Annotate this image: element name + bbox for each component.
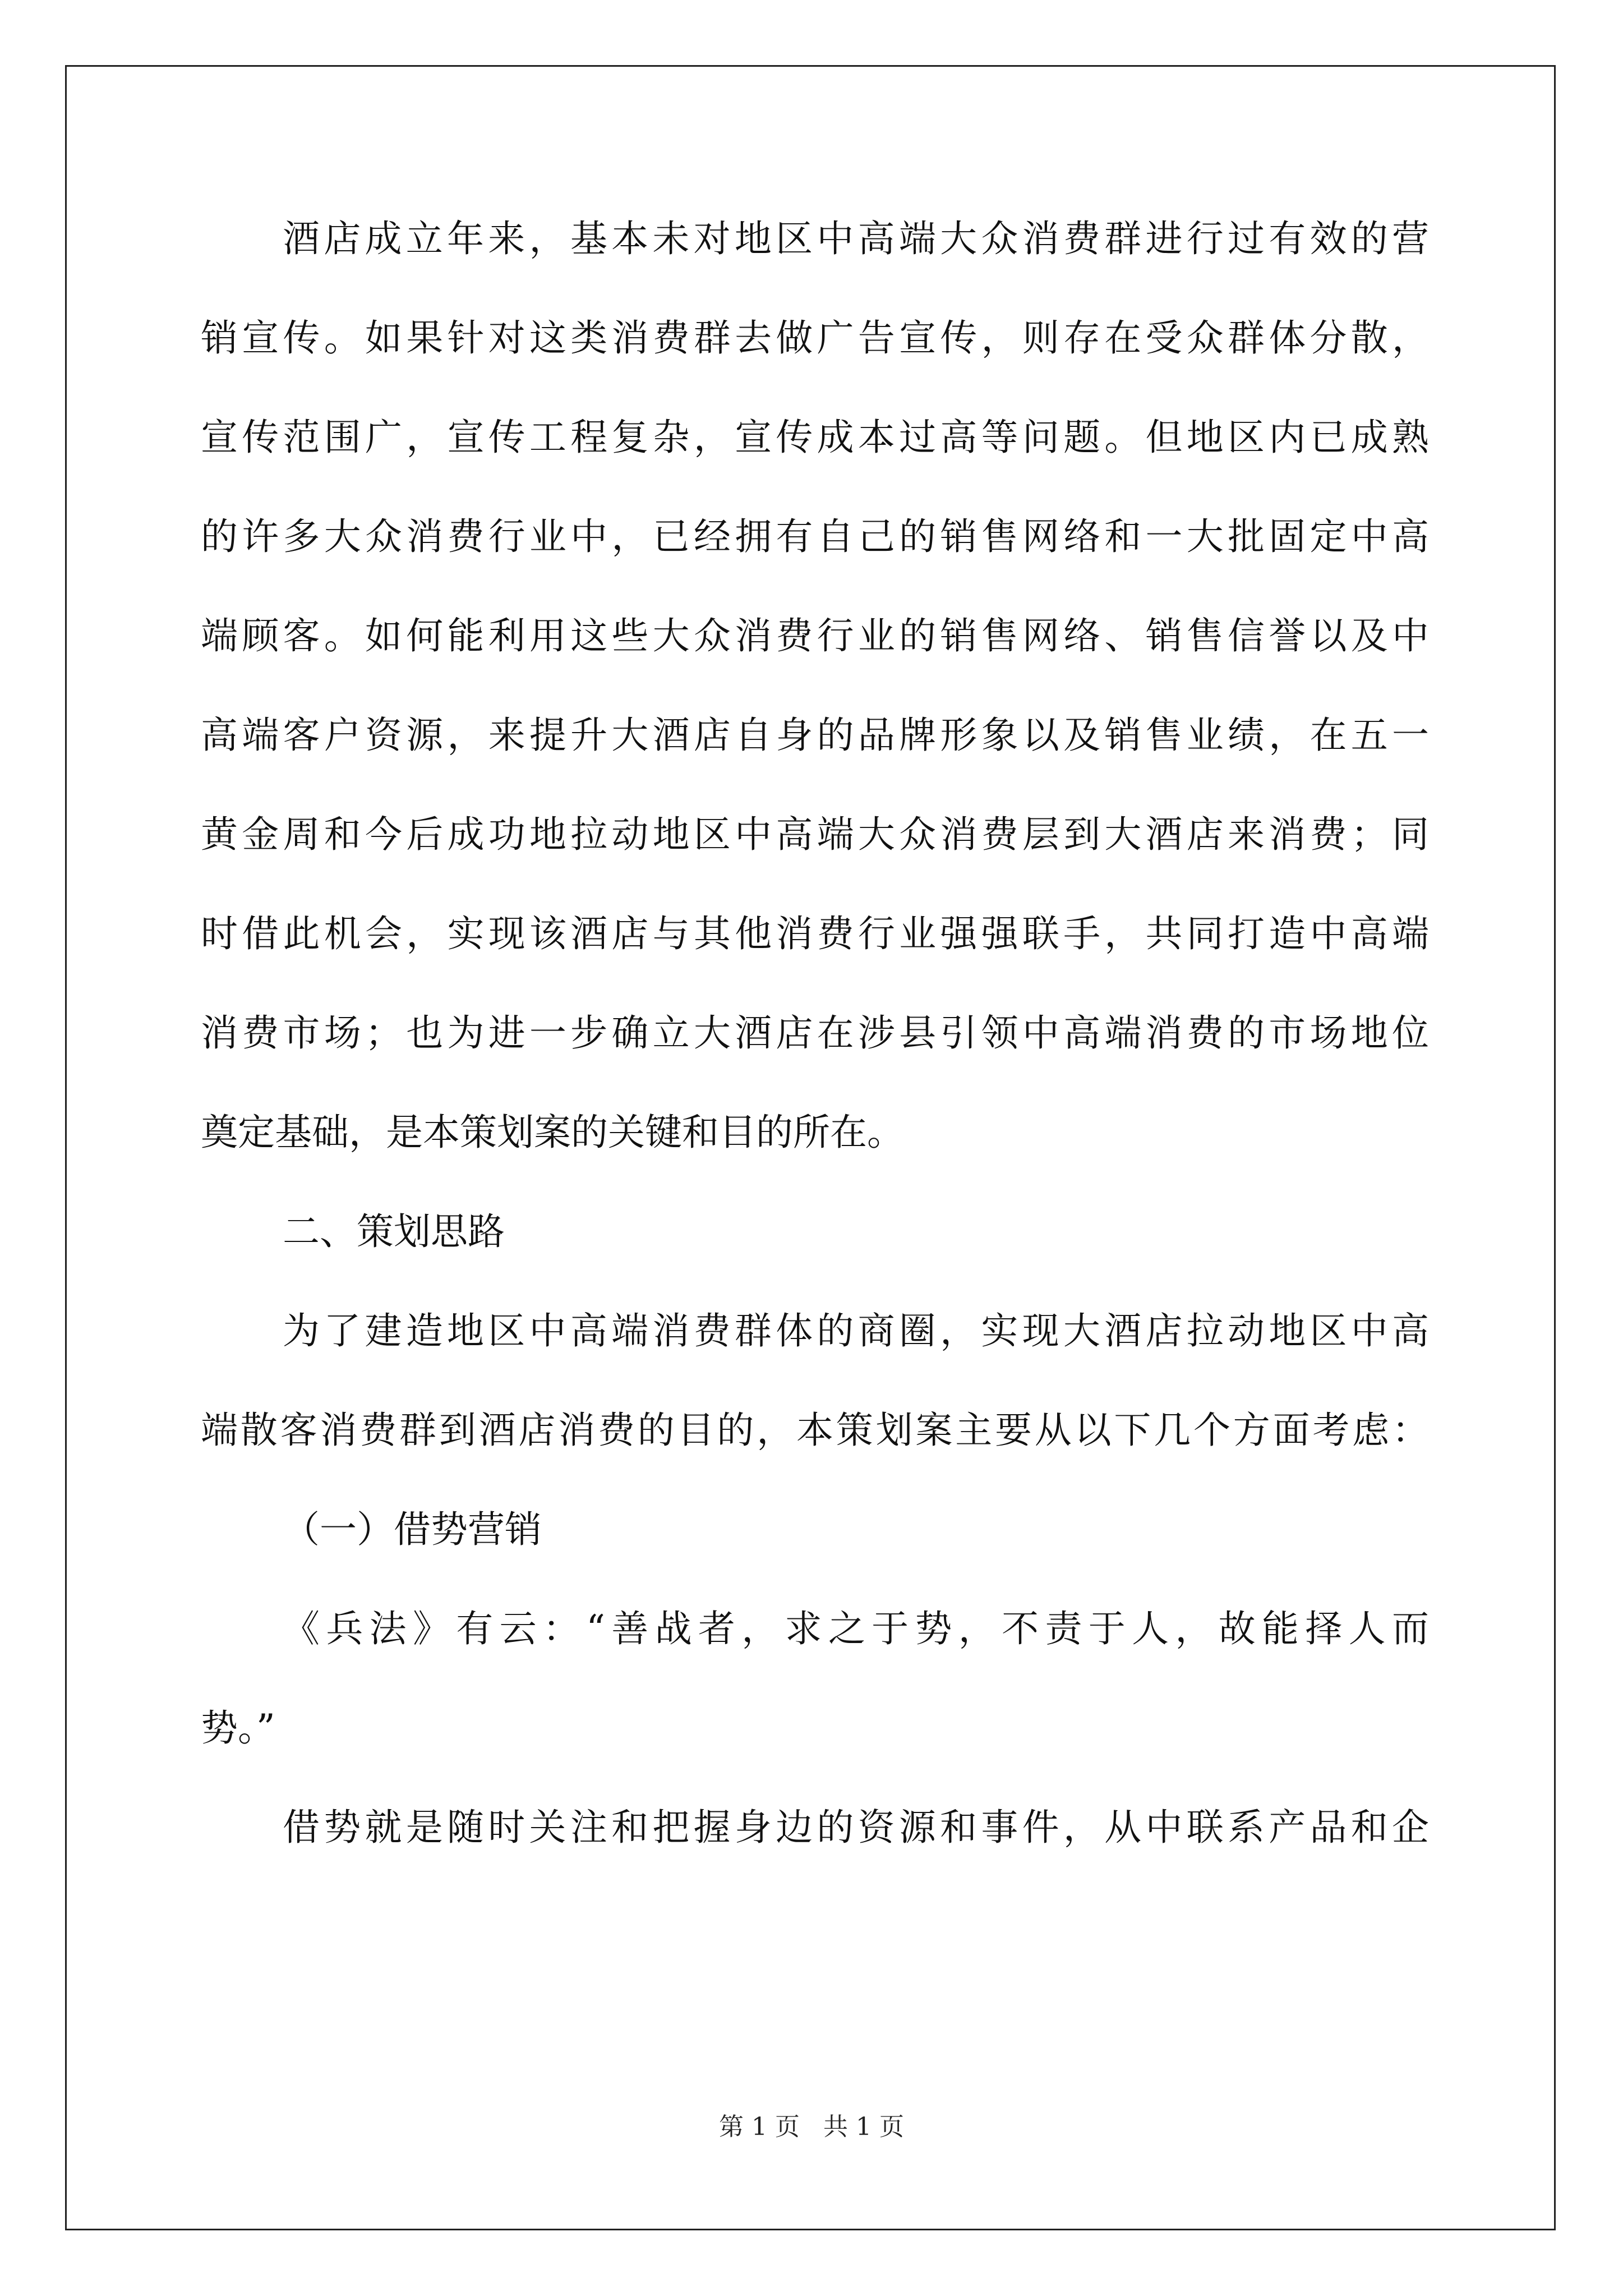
paragraph-line: 借势就是随时关注和把握身边的资源和事件，从中联系产品和企 <box>283 1806 1429 1849</box>
paragraph-line: 销宣传。如果针对这类消费群去做广告宣传，则存在受众群体分散， <box>201 316 1429 360</box>
page-footer: 第 1 页 共 1 页 <box>719 2113 904 2141</box>
paragraph-line: 消费市场；也为进一步确立大酒店在涉县引领中高端消费的市场地位 <box>201 1011 1429 1055</box>
paragraph-line: 奠定基础，是本策划案的关键和目的所在。 <box>201 1111 904 1154</box>
document-body <box>201 213 1429 1901</box>
paragraph-line: 黄金周和今后成功地拉动地区中高端大众消费层到大酒店来消费；同 <box>201 813 1429 856</box>
paragraph-line: 酒店成立年来，基本未对地区中高端大众消费群进行过有效的营 <box>283 217 1429 260</box>
subsection-heading: （一）借势营销 <box>283 1508 542 1551</box>
paragraph-line: 端顾客。如何能利用这些大众消费行业的销售网络、销售信誉以及中 <box>201 614 1429 657</box>
paragraph-line: 宣传范围广，宣传工程复杂，宣传成本过高等问题。但地区内已成熟 <box>201 416 1429 459</box>
paragraph-line: 高端客户资源，来提升大酒店自身的品牌形象以及销售业绩，在五一 <box>201 714 1429 757</box>
section-heading: 二、策划思路 <box>283 1210 505 1253</box>
paragraph-line: 的许多大众消费行业中，已经拥有自己的销售网络和一大批固定中高 <box>201 515 1429 558</box>
paragraph-line: 势。” <box>201 1706 275 1750</box>
paragraph-line: 为了建造地区中高端消费群体的商圈，实现大酒店拉动地区中高 <box>283 1309 1429 1352</box>
paragraph-line: 端散客消费群到酒店消费的目的，本策划案主要从以下几个方面考虑： <box>201 1409 1429 1452</box>
paragraph-line: 时借此机会，实现该酒店与其他消费行业强强联手，共同打造中高端 <box>201 912 1429 955</box>
paragraph-line: 《兵法》有云：“善战者，求之于势，不责于人，故能择人而 <box>283 1607 1429 1650</box>
